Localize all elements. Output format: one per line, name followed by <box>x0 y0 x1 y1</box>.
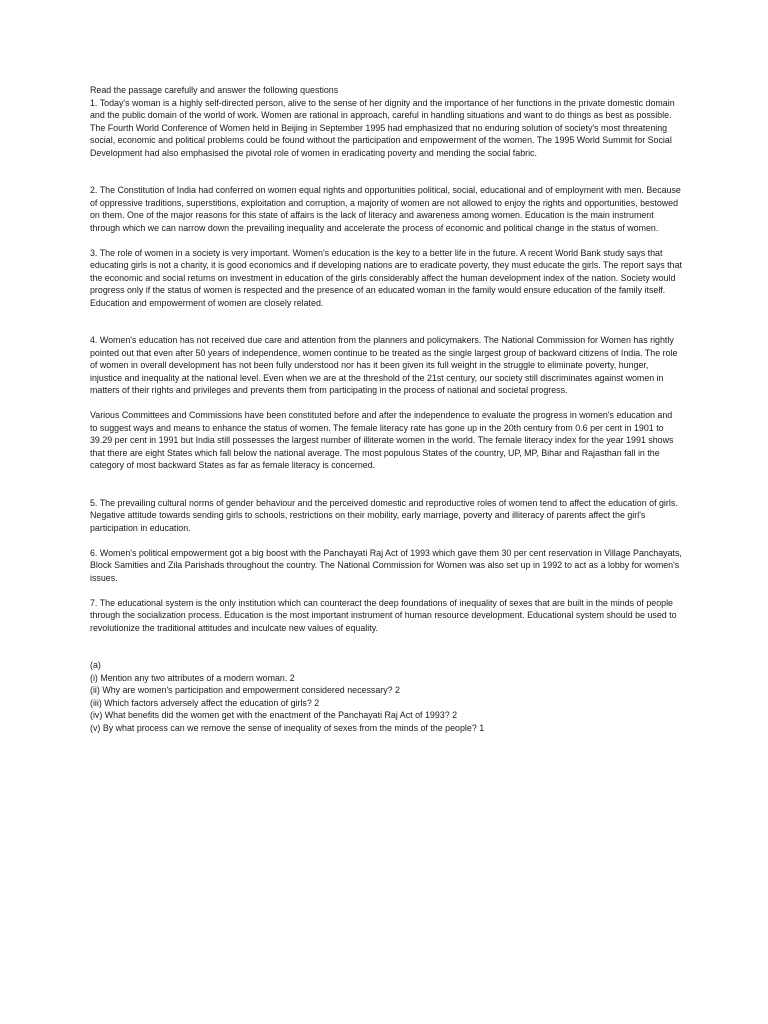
spacer <box>90 472 682 497</box>
question-item: (iii) Which factors adversely affect the education of girls? 2 <box>90 697 320 708</box>
paragraph-2: 2. The Constitution of India had conferred on women equal rights and opportunities political, social, educational and of employment with men. Because of oppressive traditions, superstitions, exploitation and corruption, a majority of women are not allowed to enjoy the rights and opportunities, bestowed on them. One of the major reasons for this state of affairs is the lack of literacy and awareness among women. Education is the main instrument through which we can narrow down the prevailing inequality and accelerate the process of economic and political change in the status of women. <box>90 185 681 233</box>
question-item: (v) By what process can we remove the sense of inequality of sexes from the minds of the people? 1 <box>90 722 485 733</box>
paragraph-4: 4. Women's education has not received due care and attention from the planners and policymakers. The National Commission for Women has rightly pointed out that even after 50 years of independence, women continue to be treated as the single largest group of backward citizens of India. The role of women in overall development has not been fully understood nor has it been given its full weight in the struggle to eliminate poverty, hunger, injustice and inequality at the national level. Even when we are at the threshold of the 21st century, our society still discriminates against women in matters of their rights and privileges and prevents them from participating in the process of national and societal progress. <box>90 335 678 395</box>
spacer <box>90 634 682 659</box>
document-page <box>90 84 682 734</box>
paragraph-7: 7. The educational system is the only institution which can counteract the deep foundations of inequality of sexes that are built in the minds of people through the socialization process. Education is the most important instrument of human resource development. Educational system should be used to revolutionize the traditional attitudes and inculcate new values of equality. <box>90 597 677 633</box>
question-item: (i) Mention any two attributes of a modern woman. 2 <box>90 672 295 683</box>
spacer <box>90 234 682 247</box>
paragraph-1: 1. Today's woman is a highly self-directed person, alive to the sense of her dignity and the importance of her functions in the private domestic domain and the public domain of the world of work. Women are rational in approach, careful in handling situations and want to do things as best as possible. The Fourth World Conference of Women held in Beijing in September 1995 had emphasized that no enduring solution of society's most threatening social, economic and political problems could be found without the participation and empowerment of the women. The 1995 World Summit for Social Development had also emphasised the pivotal role of women in eradicating poverty and mending the social fabric. <box>90 97 675 158</box>
paragraph-6: 6. Women's political empowerment got a big boost with the Panchayati Raj Act of 1993 which gave them 30 per cent reservation in Village Panchayats, Block Samities and Zila Parishads throughout the country. The National Commission for Women was also set up in 1992 to act as a lobby for women's issues. <box>90 547 682 583</box>
question-item: (ii) Why are women's participation and empowerment considered necessary? 2 <box>90 685 400 695</box>
paragraph-4-continued: Various Committees and Commissions have been constituted before and after the independence to evaluate the progress in women's education and to suggest ways and means to enhance the status of women. The female literacy rate has gone up in the 20th century from 0.6 per cent in 1901 to 39.29 per cent in 1991 but India still possesses the largest number of illiterate women in the world. The female literacy index for the year 1991 shows that there are eight States which fall below the national average. The most populous States of the country, UP, MP, Bihar and Rajasthan fall in the category of most backward States as far as female literacy is concerned. <box>90 410 674 470</box>
paragraph-3: 3. The role of women in a society is very important. Women's education is the key to a better life in the future. A recent World Bank study says that educating girls is not a charity, it is good economics and if developing nations are to eradicate poverty, they must educate the girls. The report says that the economic and social returns on investment in education of the girls considerably affect the human development index of the nation. Society would progress only if the status of women is respected and the presence of an educated woman in the family would ensure education of the family itself. Education and empowerment of women are closely related. <box>90 247 682 308</box>
questions-section <box>90 659 682 734</box>
spacer <box>90 397 682 410</box>
paragraph-5: 5. The prevailing cultural norms of gender behaviour and the perceived domestic and reproductive roles of women tend to affect the education of girls. Negative attitude towards sending girls to schools, restrictions on their mobility, early marriage, poverty and illiteracy of parents affect the girl's participation in education. <box>90 497 678 533</box>
spacer <box>90 534 682 547</box>
questions-label: (a) <box>90 660 101 670</box>
instruction-text: Read the passage carefully and answer the following questions <box>90 85 339 95</box>
spacer <box>90 584 682 597</box>
spacer <box>90 159 682 184</box>
spacer <box>90 309 682 334</box>
question-item: (iv) What benefits did the women get with the enactment of the Panchayati Raj Act of 1993? 2 <box>90 710 458 720</box>
